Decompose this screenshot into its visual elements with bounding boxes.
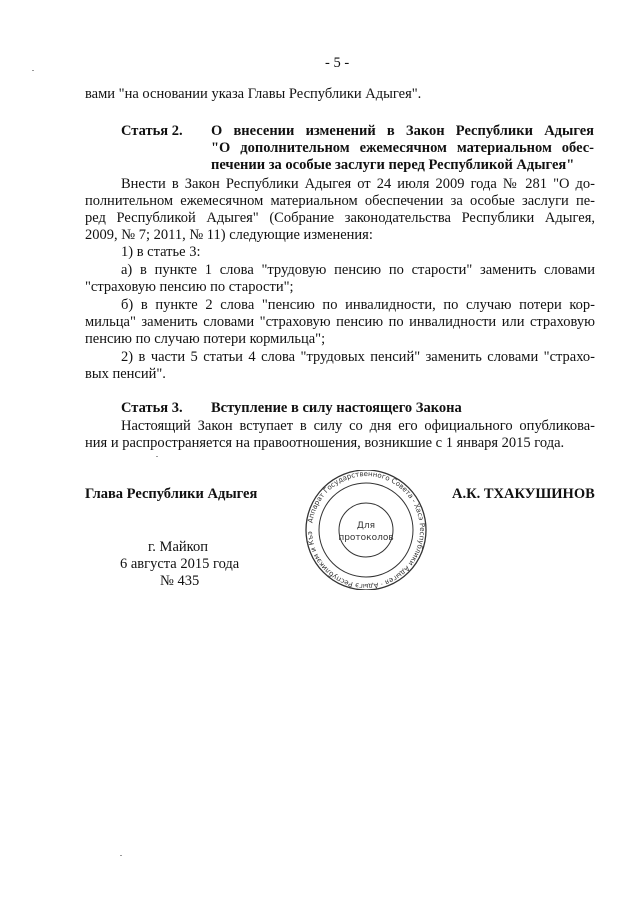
article-3-label: Статья 3. [121,400,183,416]
scan-speck [120,855,122,856]
article-2-body-line-8: б) в пункте 2 слова "пенсию по инвалидности, по случаю потери кор- [121,297,595,313]
page-number: - 5 - [325,55,350,71]
article-2-body-line-1: Внести в Закон Республики Адыгея от 24 июля 2009 года № 281 "О до- [121,176,595,192]
article-2-label: Статья 2. [121,123,183,139]
signing-city: г. Майкоп [148,539,208,555]
article-2-body-line-4: 2009, № 7; 2011, № 11) следующие изменения: [85,227,373,243]
article-2-body-line-10: пенсию по случаю потери кормильца"; [85,331,326,347]
article-3-body-line-2: ния и распространяется на правоотношения, возникшие с 1 января 2015 года. [85,435,565,451]
law-number: № 435 [160,573,200,589]
article-2-heading-line-3: печении за особые заслуги перед Республикой Адыгея" [211,157,575,173]
article-2-body-line-11: 2) в части 5 статьи 4 слова "трудовых пенсий" заменить словами "страхо- [121,349,595,365]
article-3-heading: Вступление в силу настоящего Закона [211,400,462,416]
article-2-body-line-5: 1) в статье 3: [121,244,201,260]
stamp-seal-icon [285,470,447,590]
signatory-name: А.К. ТХАКУШИНОВ [452,486,595,502]
article-2-body-line-7: "страховую пенсию по старости"; [85,279,294,295]
article-3-body-line-1: Настоящий Закон вступает в силу со дня его официального опубликова- [121,418,595,434]
article-2-body-line-6: а) в пункте 1 слова "трудовую пенсию по старости" заменить словами [121,262,595,278]
article-2-body-line-3: ред Республикой Адыгея" (Собрание законодательства Республики Адыгея, [85,210,595,226]
signatory-position: Глава Республики Адыгея [85,486,258,502]
article-2-body-line-12: вых пенсий". [85,366,166,382]
previous-page-continuation: вами "на основании указа Главы Республики Адыгея". [85,86,422,102]
signing-date: 6 августа 2015 года [120,556,240,572]
stamp-inner-text-2: протоколов [338,533,394,543]
article-2-heading-line-1: О внесении изменений в Закон Республики Адыгея [211,123,594,139]
article-2-body-line-2: полнительном ежемесячном материальном обеспечении за особые заслуги пе- [85,193,595,209]
scan-speck [156,456,158,457]
stamp-inner-text-1: Для [356,521,376,531]
scan-speck [32,70,34,71]
article-2-body-line-9: мильца" заменить словами "страховую пенсию по инвалидности или страховую [85,314,595,330]
article-2-heading-line-2: "О дополнительном ежемесячном материальном обес- [211,140,594,156]
stamp-ring-text: Аппарат Государственного Совета - Хасэ Республики Адыгея · Адыгэ Республикэм и Къэ [305,470,427,590]
official-stamp [285,470,447,590]
